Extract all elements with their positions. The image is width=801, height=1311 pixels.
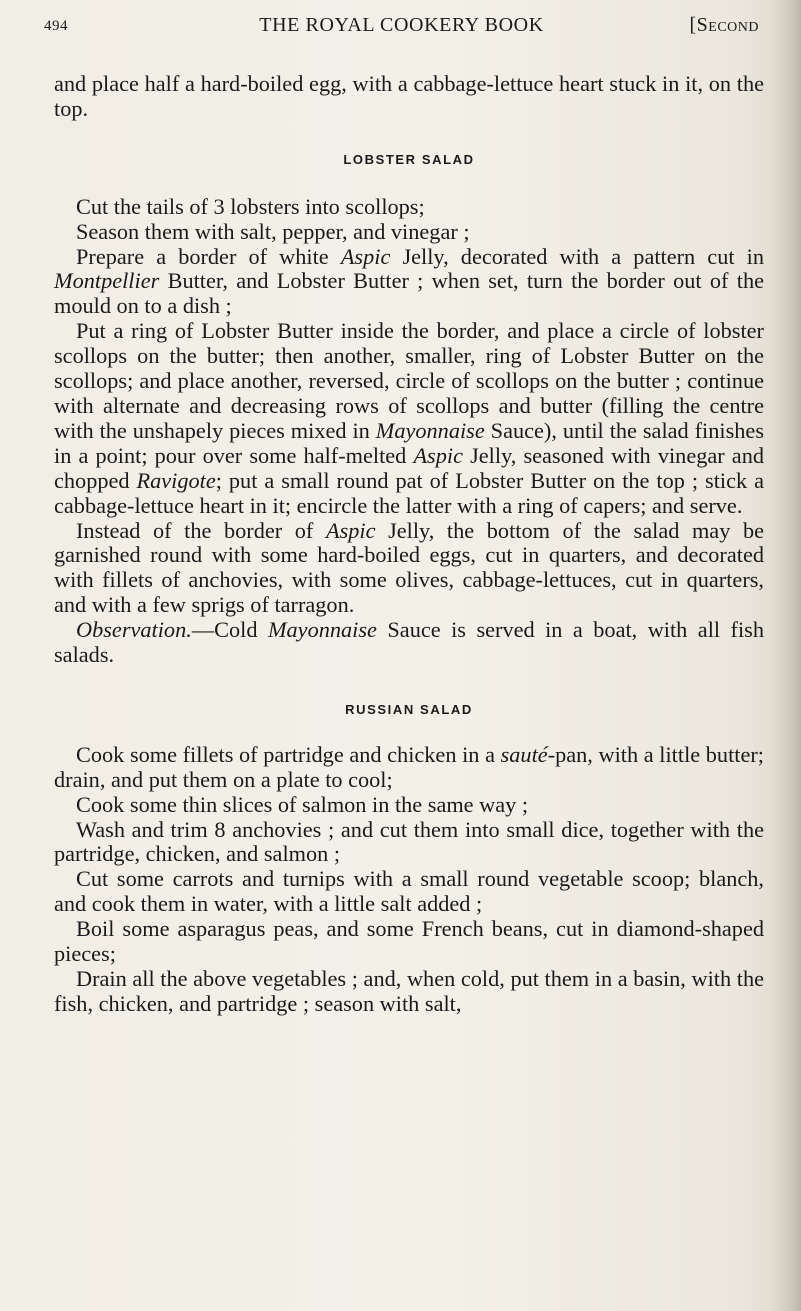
text-run: Sauce), until the salad finishes in a point; pour over some half-melted: [54, 417, 764, 468]
text-run: Sauce is served in a boat, with all fish salads.: [54, 617, 764, 668]
russian-step-2: Cook some thin slices of salmon in the same way ;: [76, 791, 529, 817]
italic-run: Aspic: [325, 517, 376, 543]
italic-run: Aspic: [340, 243, 391, 269]
running-head: [44, 14, 759, 44]
page-number: 494: [44, 18, 68, 34]
section-mark: [Second: [689, 14, 759, 36]
text-run: -pan, with a little butter; drain, and put them on a plate to cool;: [54, 741, 764, 792]
lobster-step-2: Season them with salt, pepper, and vinegar ;: [76, 218, 470, 244]
book-title: THE ROYAL COOKERY BOOK: [259, 14, 544, 36]
lobster-variation: [54, 519, 764, 619]
text-run: Jelly, the bottom of the salad may be garnished round with some hard-boiled eggs, cut in quarters, and decorated with fillets of anchovies, with some olives, cabbage-lettuces, cut in quarters, and with a few sprigs of tarragon.: [54, 517, 764, 618]
russian-step-3: Wash and trim 8 anchovies ; and cut them into small dice, together with the partridge, chicken, and salmon ;: [54, 816, 764, 867]
lobster-step-1: Cut the tails of 3 lobsters into scollops;: [76, 193, 425, 219]
russian-salad-heading: RUSSIAN SALAD: [345, 701, 473, 717]
italic-run: sauté: [500, 741, 548, 767]
italic-run: Aspic: [413, 442, 463, 468]
text-run: ; put a small round pat of Lobster Butter on the top ; stick a cabbage-lettuce heart in it; encircle the latter with a ring of capers; and serve.: [54, 467, 764, 518]
page-edge-shadow: [771, 0, 801, 1311]
intro-paragraph: and place half a hard-boiled egg, with a cabbage-lettuce heart stuck in it, on the top.: [54, 71, 764, 121]
text-run: Cook some fillets of partridge and chicken in a: [76, 741, 501, 767]
lobster-step-3: [54, 245, 764, 320]
lobster-step-4: [54, 319, 764, 518]
russian-step-6: Drain all the above vegetables ; and, when cold, put them in a basin, with the fish, chicken, and partridge ; season with salt,: [54, 966, 764, 1016]
russian-step-1: [54, 743, 764, 793]
italic-run: Observation.: [76, 617, 192, 643]
lobster-salad-heading: LOBSTER SALAD: [343, 151, 475, 167]
text-run: Butter, and Lobster Butter ; when set, turn the border out of the mould on to a dish ;: [54, 268, 764, 319]
russian-step-4: Cut some carrots and turnips with a small round vegetable scoop; blanch, and cook them in water, with a little salt added ;: [54, 866, 764, 917]
italic-run: Mayonnaise: [375, 417, 485, 443]
text-run: —Cold: [191, 617, 268, 643]
text-run: Instead of the border of: [76, 517, 326, 543]
text-run: Jelly, seasoned with vinegar and chopped: [54, 442, 765, 493]
italic-run: Ravigote: [136, 467, 216, 493]
text-run: Jelly, decorated with a pattern cut in: [390, 243, 764, 269]
text-run: Put a ring of Lobster Butter inside the border, and place a circle of lobster scollops on the butter; then another, smaller, ring of Lobster Butter on the scollops; and place another, reversed, circle of scollops on the butter ; continue with alternate and decreasing rows of scollops and butter (filling the centre with the unshapely pieces mixed in: [54, 318, 764, 443]
russian-step-5: Boil some asparagus peas, and some French beans, cut in diamond-shaped pieces;: [54, 916, 764, 967]
text-run: Prepare a border of white: [76, 243, 341, 269]
page-text: [54, 72, 764, 1017]
italic-run: Mayonnaise: [267, 617, 377, 643]
lobster-observation: [54, 618, 764, 668]
italic-run: Montpellier: [54, 268, 160, 294]
